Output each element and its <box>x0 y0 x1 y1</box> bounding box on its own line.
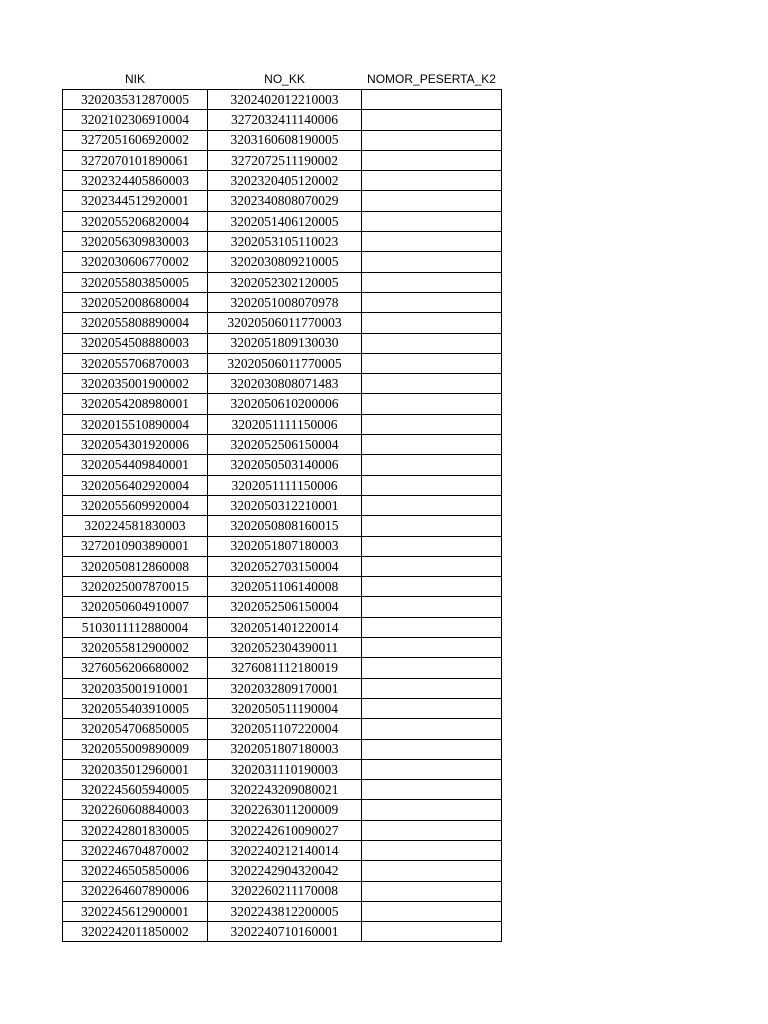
nomor-peserta-k2-cell[interactable] <box>362 414 502 434</box>
nik-cell[interactable]: 3202055609920004 <box>63 495 208 515</box>
table-row <box>63 90 502 110</box>
table-row <box>63 881 502 901</box>
table-row <box>63 475 502 495</box>
table-row <box>63 577 502 597</box>
no-kk-cell[interactable]: 3202050503140006 <box>208 455 362 475</box>
nomor-peserta-k2-cell[interactable] <box>362 698 502 718</box>
nik-cell[interactable]: 3202245612900001 <box>63 901 208 921</box>
nomor-peserta-k2-cell[interactable] <box>362 90 502 110</box>
table-row <box>63 678 502 698</box>
no-kk-cell[interactable]: 3202240710160001 <box>208 922 362 942</box>
table-row <box>63 597 502 617</box>
table-row <box>63 638 502 658</box>
nik-cell[interactable]: 3202035312870005 <box>63 90 208 110</box>
no-kk-cell[interactable]: 3202051106140008 <box>208 577 362 597</box>
nomor-peserta-k2-cell[interactable] <box>362 333 502 353</box>
no-kk-cell[interactable]: 3202242610090027 <box>208 820 362 840</box>
table-row <box>63 800 502 820</box>
nomor-peserta-k2-cell[interactable] <box>362 374 502 394</box>
table-row <box>63 901 502 921</box>
table-row <box>63 374 502 394</box>
no-kk-cell[interactable]: 3202050511190004 <box>208 698 362 718</box>
nomor-peserta-k2-cell[interactable] <box>362 638 502 658</box>
nik-cell[interactable]: 3202025007870015 <box>63 577 208 597</box>
no-kk-cell[interactable]: 3202260211170008 <box>208 881 362 901</box>
table-row <box>63 536 502 556</box>
nik-cell[interactable]: 3202242801830005 <box>63 820 208 840</box>
no-kk-cell[interactable]: 3272032411140006 <box>208 110 362 130</box>
nomor-peserta-k2-cell[interactable] <box>362 313 502 333</box>
nik-cell[interactable]: 3202264607890006 <box>63 881 208 901</box>
no-kk-cell[interactable]: 3272072511190002 <box>208 150 362 170</box>
no-kk-cell[interactable]: 3203160608190005 <box>208 130 362 150</box>
nomor-peserta-k2-cell[interactable] <box>362 191 502 211</box>
table-row <box>63 150 502 170</box>
no-kk-cell[interactable]: 3202052304390011 <box>208 638 362 658</box>
table-row <box>63 232 502 252</box>
nomor-peserta-k2-cell[interactable] <box>362 435 502 455</box>
nik-cell[interactable]: 3202055812900002 <box>63 638 208 658</box>
table-row <box>63 455 502 475</box>
table-row <box>63 292 502 312</box>
table-row <box>63 414 502 434</box>
nik-cell[interactable]: 3202055706870003 <box>63 353 208 373</box>
table-row <box>63 333 502 353</box>
nomor-peserta-k2-cell[interactable] <box>362 211 502 231</box>
nomor-peserta-k2-cell[interactable] <box>362 922 502 942</box>
nomor-peserta-k2-cell[interactable] <box>362 495 502 515</box>
table-row <box>63 211 502 231</box>
no-kk-cell[interactable]: 32020506011770005 <box>208 353 362 373</box>
nomor-peserta-k2-cell[interactable] <box>362 455 502 475</box>
table-row <box>63 394 502 414</box>
nik-cell[interactable]: 3202344512920001 <box>63 191 208 211</box>
table-row <box>63 617 502 637</box>
no-kk-cell[interactable]: 3202050610200006 <box>208 394 362 414</box>
no-kk-cell[interactable]: 3202051406120005 <box>208 211 362 231</box>
no-kk-cell[interactable]: 3202053105110023 <box>208 232 362 252</box>
no-kk-cell[interactable]: 3202051807180003 <box>208 536 362 556</box>
nik-cell[interactable]: 3202056402920004 <box>63 475 208 495</box>
no-kk-cell[interactable]: 3202052506150004 <box>208 435 362 455</box>
nik-cell[interactable]: 3202260608840003 <box>63 800 208 820</box>
nik-cell[interactable]: 3272070101890061 <box>63 150 208 170</box>
nomor-peserta-k2-cell[interactable] <box>362 353 502 373</box>
nik-cell[interactable]: 3272051606920002 <box>63 130 208 150</box>
no-kk-cell[interactable]: 3202050312210001 <box>208 495 362 515</box>
nik-cell[interactable]: 3202056309830003 <box>63 232 208 252</box>
header-row <box>63 68 502 90</box>
table-row <box>63 861 502 881</box>
table-row <box>63 698 502 718</box>
table-row <box>63 719 502 739</box>
no-kk-cell[interactable]: 3202243812200005 <box>208 901 362 921</box>
nik-cell[interactable]: 3202055403910005 <box>63 698 208 718</box>
nomor-peserta-k2-cell[interactable] <box>362 536 502 556</box>
nik-cell[interactable]: 5103011112880004 <box>63 617 208 637</box>
table-row <box>63 840 502 860</box>
table-body <box>63 90 502 942</box>
nomor-peserta-k2-cell[interactable] <box>362 658 502 678</box>
column-header-nik[interactable]: NIK <box>124 71 145 86</box>
no-kk-cell[interactable]: 3202243209080021 <box>208 780 362 800</box>
no-kk-cell[interactable]: 3202051111150006 <box>208 414 362 434</box>
table-row <box>63 820 502 840</box>
nik-cell[interactable]: 3202054706850005 <box>63 719 208 739</box>
no-kk-cell[interactable]: 3202051008070978 <box>208 292 362 312</box>
nomor-peserta-k2-cell[interactable] <box>362 861 502 881</box>
nik-cell[interactable]: 3202050812860008 <box>63 556 208 576</box>
nik-cell[interactable]: 3202054208980001 <box>63 394 208 414</box>
table-row <box>63 556 502 576</box>
nomor-peserta-k2-cell[interactable] <box>362 820 502 840</box>
nomor-peserta-k2-cell[interactable] <box>362 252 502 272</box>
no-kk-cell[interactable]: 3202051111150006 <box>208 475 362 495</box>
table-row <box>63 780 502 800</box>
nomor-peserta-k2-cell[interactable] <box>362 901 502 921</box>
no-kk-cell[interactable]: 3202031110190003 <box>208 759 362 779</box>
column-header-nomor-peserta-k2[interactable]: NOMOR_PESERTA_K2 <box>367 71 496 86</box>
no-kk-cell[interactable]: 3202051807180003 <box>208 739 362 759</box>
spreadsheet <box>62 68 502 942</box>
nomor-peserta-k2-cell[interactable] <box>362 150 502 170</box>
nomor-peserta-k2-cell[interactable] <box>362 780 502 800</box>
table-row <box>63 313 502 333</box>
table-row <box>63 435 502 455</box>
nik-cell[interactable]: 3202035001910001 <box>63 678 208 698</box>
nik-cell[interactable]: 3202055009890009 <box>63 739 208 759</box>
nomor-peserta-k2-cell[interactable] <box>362 759 502 779</box>
nik-cell[interactable]: 3202055206820004 <box>63 211 208 231</box>
no-kk-cell[interactable]: 3202051401220014 <box>208 617 362 637</box>
table-row <box>63 353 502 373</box>
no-kk-cell[interactable]: 3202052506150004 <box>208 597 362 617</box>
nomor-peserta-k2-cell[interactable] <box>362 272 502 292</box>
nik-cell[interactable]: 3202030606770002 <box>63 252 208 272</box>
table-row <box>63 922 502 942</box>
nik-cell[interactable]: 3202035012960001 <box>63 759 208 779</box>
nomor-peserta-k2-cell[interactable] <box>362 739 502 759</box>
nik-cell[interactable]: 3202015510890004 <box>63 414 208 434</box>
nik-cell[interactable]: 3202242011850002 <box>63 922 208 942</box>
nomor-peserta-k2-cell[interactable] <box>362 516 502 536</box>
nik-cell[interactable]: 3202102306910004 <box>63 110 208 130</box>
nomor-peserta-k2-cell[interactable] <box>362 719 502 739</box>
nomor-peserta-k2-cell[interactable] <box>362 232 502 252</box>
no-kk-cell[interactable]: 3202030808071483 <box>208 374 362 394</box>
no-kk-cell[interactable]: 3202242904320042 <box>208 861 362 881</box>
no-kk-cell[interactable]: 3202240212140014 <box>208 840 362 860</box>
nik-cell[interactable]: 3202055808890004 <box>63 313 208 333</box>
nik-cell[interactable]: 3202054508880003 <box>63 333 208 353</box>
no-kk-cell[interactable]: 3202050808160015 <box>208 516 362 536</box>
no-kk-cell[interactable]: 3202051809130030 <box>208 333 362 353</box>
table-row <box>63 495 502 515</box>
no-kk-cell[interactable]: 3202030809210005 <box>208 252 362 272</box>
table-row <box>63 272 502 292</box>
no-kk-cell[interactable]: 32020506011770003 <box>208 313 362 333</box>
nik-cell[interactable]: 320224581830003 <box>63 516 208 536</box>
no-kk-cell[interactable]: 3202320405120002 <box>208 171 362 191</box>
no-kk-cell[interactable]: 3202052302120005 <box>208 272 362 292</box>
nik-cell[interactable]: 3276056206680002 <box>63 658 208 678</box>
nik-cell[interactable]: 3202055803850005 <box>63 272 208 292</box>
nik-cell[interactable]: 3202245605940005 <box>63 780 208 800</box>
nik-cell[interactable]: 3202054301920006 <box>63 435 208 455</box>
no-kk-cell[interactable]: 3276081112180019 <box>208 658 362 678</box>
nomor-peserta-k2-cell[interactable] <box>362 617 502 637</box>
nomor-peserta-k2-cell[interactable] <box>362 840 502 860</box>
table-row <box>63 658 502 678</box>
table-row <box>63 739 502 759</box>
table-row <box>63 110 502 130</box>
nomor-peserta-k2-cell[interactable] <box>362 597 502 617</box>
nik-cell[interactable]: 3202050604910007 <box>63 597 208 617</box>
nik-cell[interactable]: 3202324405860003 <box>63 171 208 191</box>
table-row <box>63 130 502 150</box>
no-kk-cell[interactable]: 3202340808070029 <box>208 191 362 211</box>
nik-cell[interactable]: 3202035001900002 <box>63 374 208 394</box>
column-header-no-kk[interactable]: NO_KK <box>264 71 305 86</box>
nik-cell[interactable]: 3202246704870002 <box>63 840 208 860</box>
nomor-peserta-k2-cell[interactable] <box>362 800 502 820</box>
no-kk-cell[interactable]: 3202052703150004 <box>208 556 362 576</box>
nomor-peserta-k2-cell[interactable] <box>362 130 502 150</box>
table-row <box>63 171 502 191</box>
table-row <box>63 516 502 536</box>
nomor-peserta-k2-cell[interactable] <box>362 556 502 576</box>
nomor-peserta-k2-cell[interactable] <box>362 110 502 130</box>
nomor-peserta-k2-cell[interactable] <box>362 678 502 698</box>
table-row <box>63 252 502 272</box>
nomor-peserta-k2-cell[interactable] <box>362 577 502 597</box>
nik-cell[interactable]: 3272010903890001 <box>63 536 208 556</box>
data-table <box>62 68 502 942</box>
no-kk-cell[interactable]: 3202402012210003 <box>208 90 362 110</box>
no-kk-cell[interactable]: 3202051107220004 <box>208 719 362 739</box>
nomor-peserta-k2-cell[interactable] <box>362 394 502 414</box>
nik-cell[interactable]: 3202054409840001 <box>63 455 208 475</box>
nomor-peserta-k2-cell[interactable] <box>362 292 502 312</box>
nik-cell[interactable]: 3202246505850006 <box>63 861 208 881</box>
nik-cell[interactable]: 3202052008680004 <box>63 292 208 312</box>
nomor-peserta-k2-cell[interactable] <box>362 881 502 901</box>
nomor-peserta-k2-cell[interactable] <box>362 475 502 495</box>
table-row <box>63 759 502 779</box>
no-kk-cell[interactable]: 3202263011200009 <box>208 800 362 820</box>
table-row <box>63 191 502 211</box>
nomor-peserta-k2-cell[interactable] <box>362 171 502 191</box>
no-kk-cell[interactable]: 3202032809170001 <box>208 678 362 698</box>
